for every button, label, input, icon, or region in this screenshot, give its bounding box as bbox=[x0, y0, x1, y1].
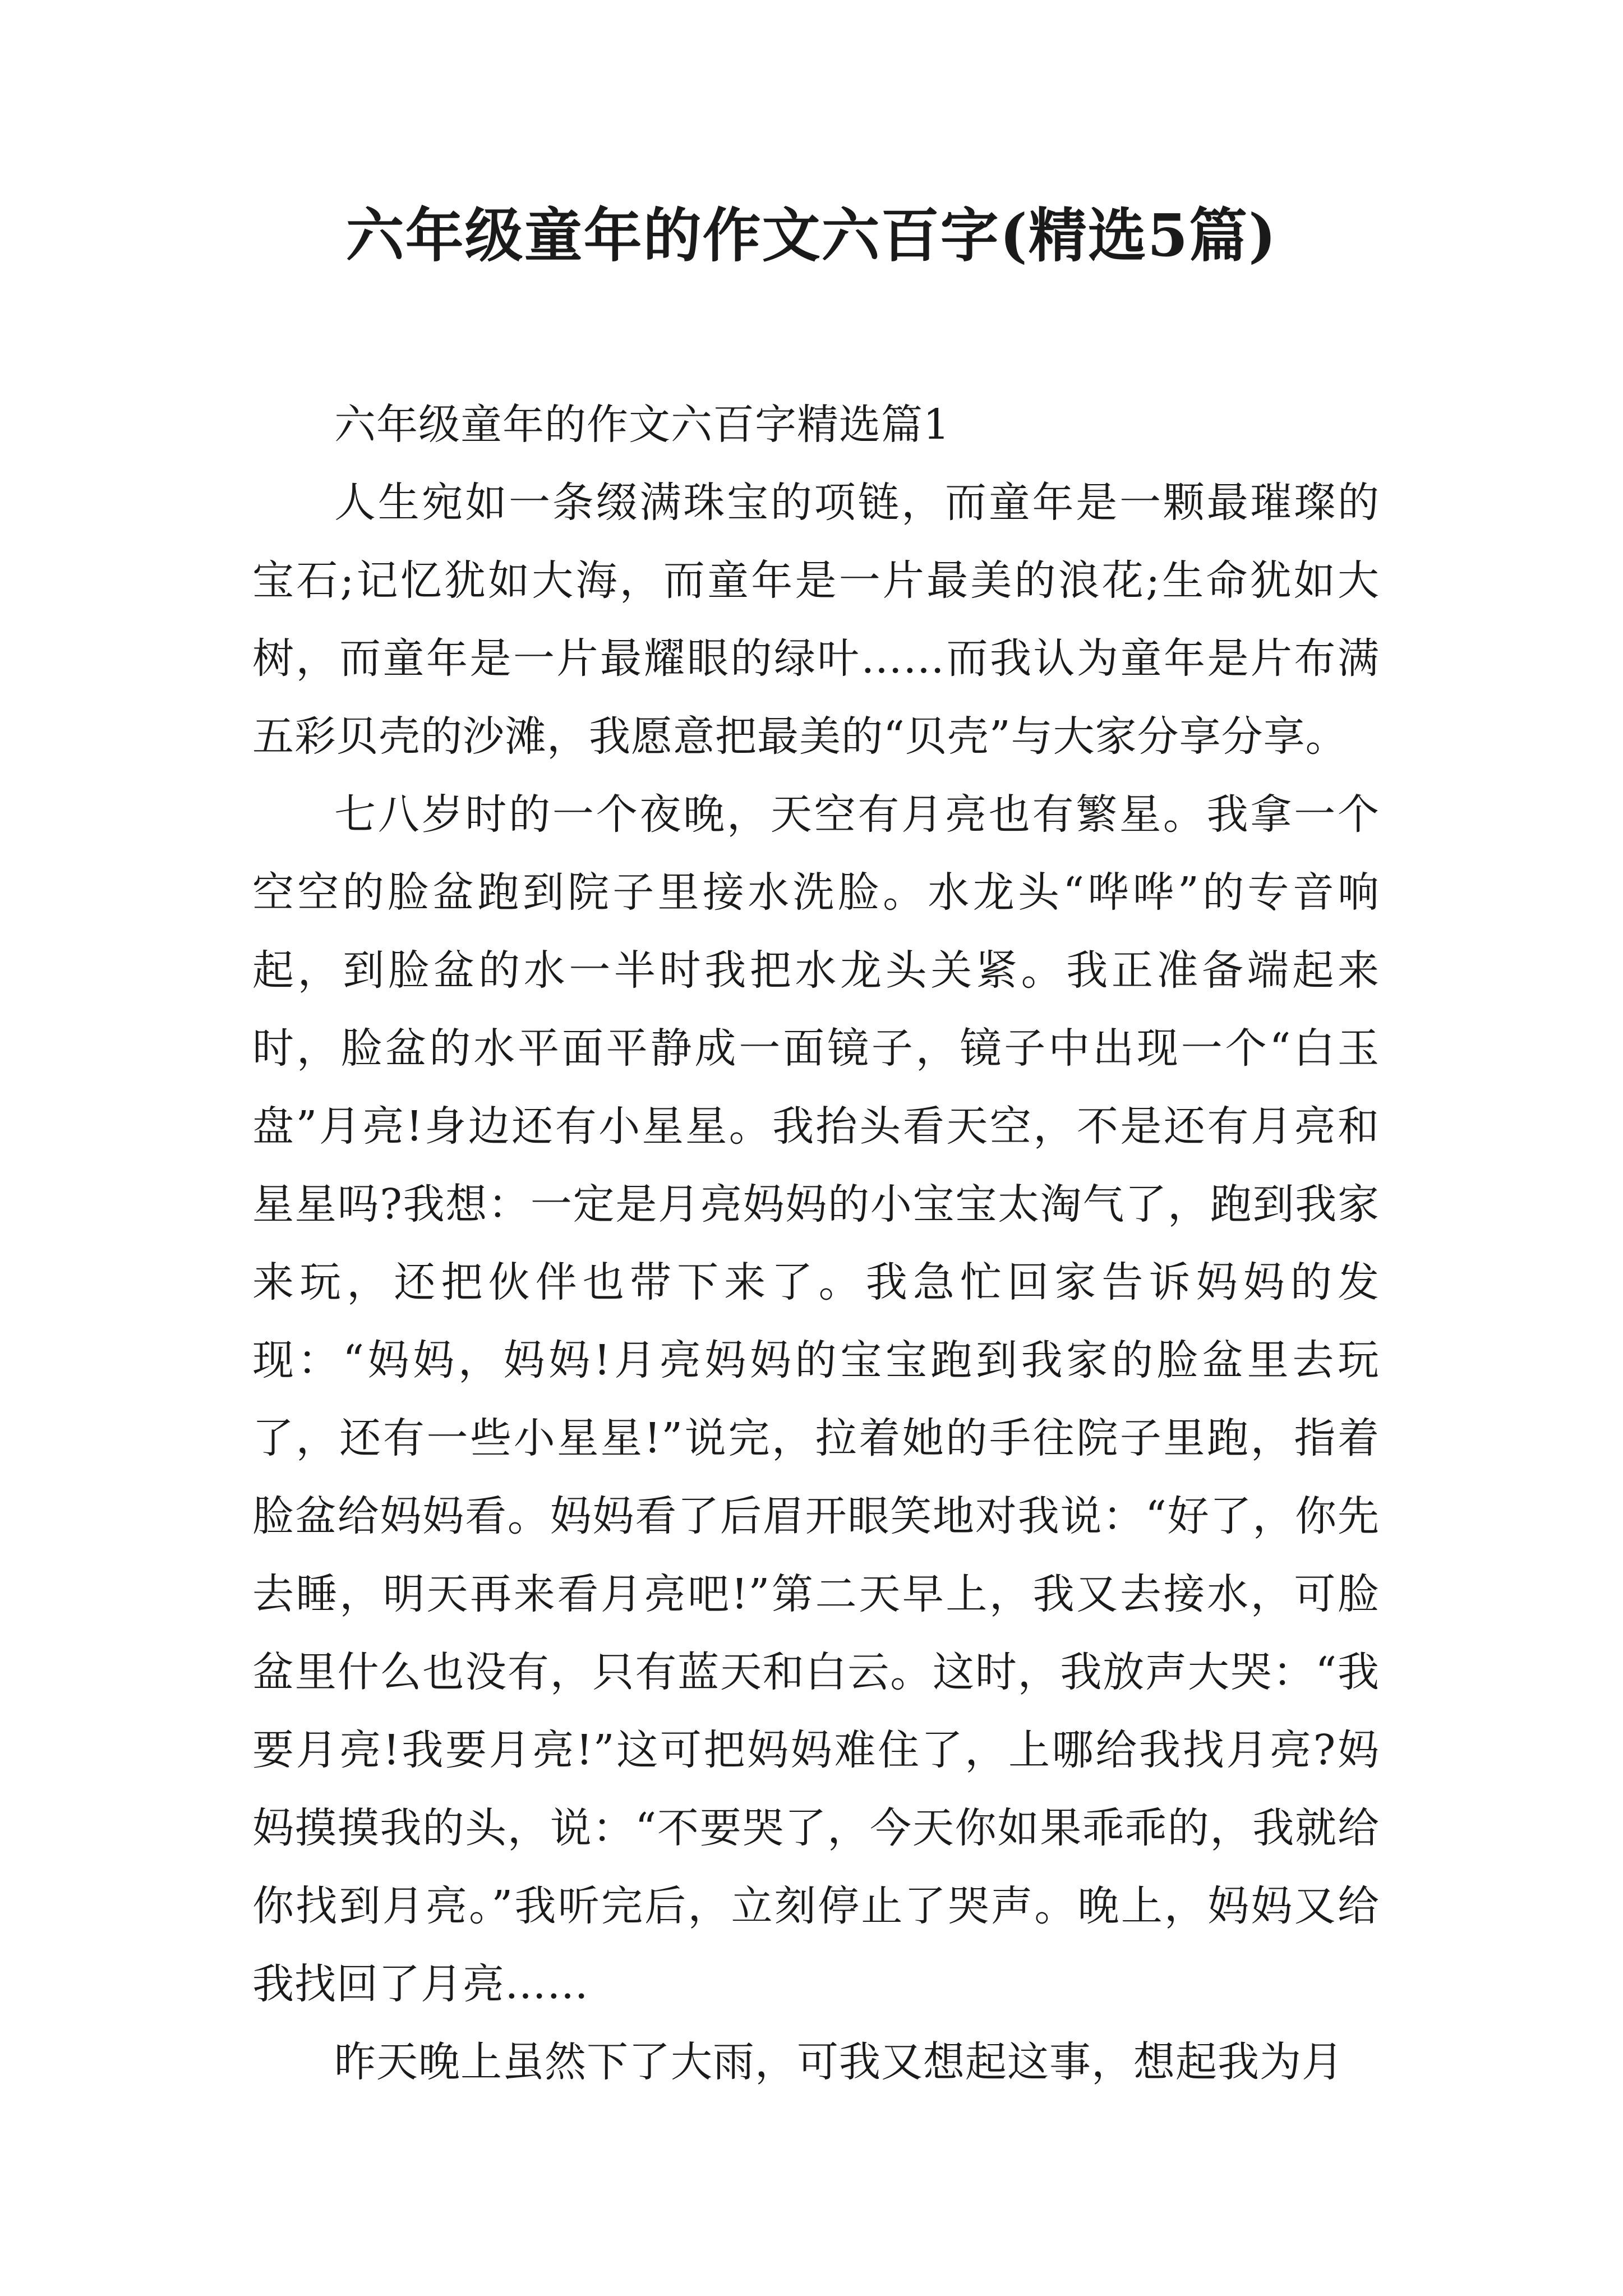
document-title: 六年级童年的作文六百字(精选5篇) bbox=[345, 201, 1278, 270]
document-body bbox=[252, 386, 1380, 2101]
paragraph: 人生宛如一条缀满珠宝的项链，而童年是一颗最璀璨的宝石;记忆犹如大海，而童年是一片最美的浪花;生命犹如大树，而童年是一片最耀眼的绿叶……而我认为童年是片布满五彩贝壳的沙滩，我愿意把最美的“贝壳”与大家分享分享。 bbox=[252, 478, 1380, 761]
paragraph: 昨天晚上虽然下了大雨，可我又想起这事，想起我为月 bbox=[334, 2038, 1344, 2086]
paragraph: 七八岁时的一个夜晚，天空有月亮也有繁星。我拿一个空空的脸盆跑到院子里接水洗脸。水龙头“哗哗”的专音响起，到脸盆的水一半时我把水龙头关紧。我正准备端起来时，脸盆的水平面平静成一面镜子，镜子中出现一个“白玉盘”月亮!身边还有小星星。我抬头看天空，不是还有月亮和星星吗?我想：一定是月亮妈妈的小宝宝太淘气了，跑到我家来玩，还把伙伴也带下来了。我急忙回家告诉妈妈的发现：“妈妈，妈妈!月亮妈妈的宝宝跑到我家的脸盆里去玩了，还有一些小星星!”说完，拉着她的手往院子里跑，指着脸盆给妈妈看。妈妈看了后眉开眼笑地对我说：“好了，你先去睡，明天再来看月亮吧!”第二天早上，我又去接水，可脸盆里什么也没有，只有蓝天和白云。这时，我放声大哭：“我要月亮!我要月亮!”这可把妈妈难住了，上哪给我找月亮?妈妈摸摸我的头，说：“不要哭了，今天你如果乖乖的，我就给你找到月亮。”我听完后，立刻停止了哭声。晚上，妈妈又给我找回了月亮…… bbox=[252, 790, 1380, 2008]
section-heading: 六年级童年的作文六百字精选篇1 bbox=[334, 401, 951, 449]
